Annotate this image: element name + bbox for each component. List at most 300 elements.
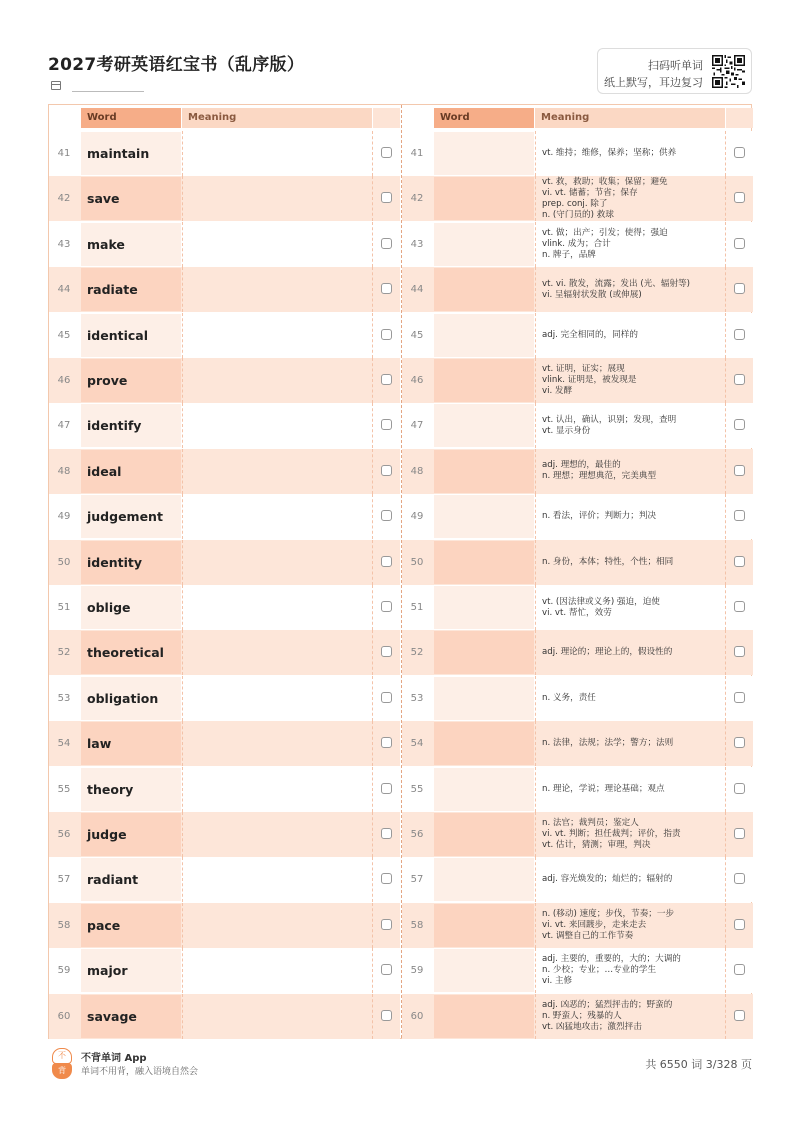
- logo-top-char: 不: [52, 1048, 72, 1064]
- row-number: 55: [57, 783, 71, 795]
- meaning-text: [542, 948, 721, 993]
- word-column-header: Word: [434, 108, 534, 128]
- word-cell[interactable]: [434, 359, 534, 402]
- check-cell: [725, 131, 753, 176]
- meaning-line: n. (移动) 速度；步伐，节奏；一步: [542, 908, 675, 919]
- meaning-line: vi. 呈辐射状发散 (或伸展): [542, 289, 642, 300]
- page-title: 2027考研英语红宝书（乱序版）: [48, 55, 305, 75]
- meaning-line: vt. vi. 散发，流露；发出 (光、辐射等): [542, 278, 691, 289]
- qr-code-icon[interactable]: [712, 55, 745, 88]
- word-text: oblige: [87, 600, 131, 615]
- table-row: [49, 403, 400, 448]
- meaning-cell: [535, 176, 725, 221]
- meaning-line: prep. conj. 除了: [542, 198, 608, 209]
- table-row: [402, 449, 753, 494]
- page-indicator: 共 6550 词 3/328 页: [645, 1058, 752, 1071]
- meaning-cell[interactable]: [182, 630, 372, 675]
- table-row: [402, 222, 753, 267]
- check-cell: [372, 994, 400, 1039]
- meaning-cell[interactable]: [182, 540, 372, 585]
- row-number: 52: [57, 647, 71, 659]
- word-text: identity: [87, 554, 142, 570]
- meaning-text: [542, 449, 721, 494]
- checkbox-icon[interactable]: [734, 147, 745, 158]
- word-text: judgement: [87, 509, 163, 525]
- meaning-cell: [535, 313, 725, 358]
- meaning-line: adj. 理论的；理论上的，假设性的: [542, 647, 673, 658]
- meaning-text: [542, 585, 721, 630]
- meaning-line: adj. 凶恶的；猛烈抨击的；野蛮的: [542, 999, 673, 1010]
- word-cell[interactable]: [434, 631, 534, 674]
- check-cell: [725, 676, 753, 721]
- meaning-text: [542, 494, 721, 539]
- meaning-cell[interactable]: [182, 948, 372, 993]
- checkbox-icon[interactable]: [734, 283, 745, 294]
- word-text: theoretical: [87, 645, 164, 661]
- row-number: 46: [57, 375, 71, 386]
- meaning-text: [542, 857, 721, 902]
- word-cell[interactable]: [434, 858, 534, 901]
- word-text: savage: [87, 1008, 137, 1024]
- meaning-text: [542, 767, 721, 812]
- word-text: identify: [87, 418, 142, 434]
- table-row: [402, 676, 753, 721]
- meaning-column-header: Meaning: [535, 108, 725, 128]
- check-cell: [372, 358, 400, 403]
- word-text: radiate: [87, 282, 138, 298]
- word-text: maintain: [87, 146, 150, 161]
- table-row: [402, 131, 753, 176]
- word-text: theory: [87, 781, 134, 797]
- word-cell[interactable]: [434, 768, 534, 811]
- check-cell: [372, 903, 400, 948]
- check-column-header: [726, 108, 753, 128]
- table-row: [402, 313, 753, 358]
- meaning-line: vi. vt. 储蓄；节省；保存: [542, 187, 638, 198]
- meaning-line: vt. (因法律或义务) 强迫，迫使: [542, 596, 660, 607]
- checkbox-icon[interactable]: [381, 192, 392, 203]
- checkbox-icon[interactable]: [734, 419, 745, 430]
- meaning-cell[interactable]: [182, 403, 372, 448]
- table-row: [49, 222, 400, 267]
- row-number: 57: [57, 874, 71, 886]
- checkbox-icon[interactable]: [381, 329, 392, 340]
- word-cell[interactable]: [434, 722, 534, 765]
- word-cell[interactable]: [434, 495, 534, 538]
- row-number: 47: [57, 420, 71, 432]
- table-row: [49, 630, 400, 675]
- logo-bottom-char: 背: [52, 1063, 72, 1079]
- meaning-text: [542, 131, 721, 176]
- meaning-line: vt. 凶猛地攻击；激烈抨击: [542, 1021, 642, 1032]
- checkbox-icon[interactable]: [734, 783, 745, 794]
- check-cell: [372, 630, 400, 675]
- left-header-row: [49, 105, 400, 128]
- row-number: 54: [410, 738, 424, 750]
- row-number: 60: [410, 1010, 424, 1022]
- app-slogan: 单词不用背，融入语境自然会: [81, 1067, 199, 1077]
- word-cell[interactable]: [434, 450, 534, 493]
- checkbox-icon[interactable]: [381, 783, 392, 794]
- meaning-line: adj. 主要的，重要的，大的；大调的: [542, 954, 681, 965]
- meaning-cell: [535, 403, 725, 448]
- word-cell[interactable]: [434, 677, 534, 720]
- row-number: 58: [410, 919, 424, 931]
- table-row: [402, 358, 753, 403]
- check-cell: [372, 812, 400, 857]
- row-number: 50: [57, 556, 71, 568]
- check-cell: [725, 358, 753, 403]
- table-row: [49, 767, 400, 812]
- meaning-line: adj. 完全相同的，同样的: [542, 329, 638, 340]
- checkbox-icon[interactable]: [734, 238, 745, 249]
- table-row: [402, 721, 753, 766]
- checkbox-icon[interactable]: [734, 692, 745, 703]
- word-text: make: [87, 236, 125, 252]
- checkbox-icon[interactable]: [381, 646, 392, 657]
- checkbox-icon[interactable]: [734, 964, 745, 975]
- checkbox-icon[interactable]: [734, 192, 745, 203]
- check-column-header: [373, 108, 400, 128]
- meaning-text: [542, 176, 721, 221]
- meaning-cell[interactable]: [182, 449, 372, 494]
- checkbox-icon[interactable]: [381, 964, 392, 975]
- table-row: [402, 903, 753, 948]
- row-number: 49: [57, 511, 71, 523]
- checkbox-icon[interactable]: [734, 556, 745, 567]
- table-row: [49, 313, 400, 358]
- checkbox-icon[interactable]: [734, 1010, 745, 1021]
- check-cell: [372, 857, 400, 902]
- meaning-cell[interactable]: [182, 903, 372, 948]
- meaning-line: adj. 理想的，最佳的: [542, 460, 621, 471]
- table-row: [49, 676, 400, 721]
- row-number: 53: [57, 692, 71, 704]
- meaning-line: n. 少校；专业；…专业的学生: [542, 965, 657, 976]
- meaning-cell[interactable]: [182, 857, 372, 902]
- meaning-cell[interactable]: [182, 267, 372, 312]
- word-cell[interactable]: [434, 268, 534, 311]
- meaning-line: adj. 容光焕发的；灿烂的；辐射的: [542, 874, 673, 885]
- row-number: 47: [410, 420, 424, 432]
- check-cell: [372, 585, 400, 630]
- row-number: 56: [57, 829, 71, 840]
- row-number: 48: [57, 465, 71, 477]
- table-row: [49, 131, 400, 176]
- meaning-line: vt. 调整自己的工作节奏: [542, 930, 634, 941]
- checkbox-icon[interactable]: [381, 510, 392, 521]
- check-cell: [725, 903, 753, 948]
- row-number: 43: [410, 238, 424, 250]
- meaning-line: vi. 主修: [542, 976, 573, 987]
- check-cell: [725, 267, 753, 312]
- page-header: [48, 48, 752, 98]
- check-cell: [372, 494, 400, 539]
- meaning-cell: [535, 131, 725, 176]
- check-cell: [725, 767, 753, 812]
- meaning-line: n. 野蛮人；残暴的人: [542, 1010, 622, 1021]
- meaning-cell: [535, 585, 725, 630]
- word-column-header: Word: [81, 108, 181, 128]
- meaning-cell: [535, 449, 725, 494]
- word-cell[interactable]: [434, 223, 534, 266]
- checkbox-icon[interactable]: [381, 692, 392, 703]
- meaning-line: vi. vt. 来回踱步，走来走去: [542, 919, 647, 930]
- row-number: 52: [410, 647, 424, 659]
- table-row: [49, 948, 400, 993]
- meaning-text: [542, 358, 721, 403]
- meaning-text: [542, 403, 721, 448]
- word-cell[interactable]: [434, 949, 534, 992]
- meaning-cell: [535, 676, 725, 721]
- meaning-line: vlink. 成为；合计: [542, 238, 611, 249]
- app-logo: [52, 1048, 72, 1080]
- meaning-line: n. 看法，评价；判断力；判决: [542, 511, 657, 522]
- check-cell: [725, 449, 753, 494]
- meaning-cell[interactable]: [182, 131, 372, 176]
- table-row: [49, 812, 400, 857]
- meaning-cell: [535, 358, 725, 403]
- check-cell: [725, 812, 753, 857]
- page-footer: [48, 1046, 752, 1086]
- row-number: 54: [57, 738, 71, 750]
- app-name: 不背单词 App: [81, 1053, 147, 1064]
- meaning-cell: [535, 494, 725, 539]
- checkbox-icon[interactable]: [381, 374, 392, 385]
- meaning-column-panel: [402, 105, 753, 1038]
- meaning-line: n. 法律，法规；法学；警方；法则: [542, 738, 674, 749]
- meaning-cell: [535, 903, 725, 948]
- row-number: 44: [57, 284, 71, 296]
- word-column-panel: [49, 105, 400, 1038]
- meaning-text: [542, 540, 721, 585]
- word-cell[interactable]: [434, 132, 534, 175]
- checkbox-icon[interactable]: [381, 556, 392, 567]
- meaning-cell[interactable]: [182, 222, 372, 267]
- meaning-text: [542, 630, 721, 675]
- word-cell[interactable]: [434, 586, 534, 629]
- word-cell[interactable]: [434, 995, 534, 1038]
- meaning-cell[interactable]: [182, 358, 372, 403]
- table-row: [49, 585, 400, 630]
- check-cell: [725, 585, 753, 630]
- word-cell[interactable]: [434, 177, 534, 220]
- row-number: 44: [410, 284, 424, 296]
- table-row: [49, 494, 400, 539]
- meaning-text: [542, 313, 721, 358]
- table-row: [402, 494, 753, 539]
- row-number: 45: [57, 329, 71, 341]
- word-text: judge: [87, 827, 127, 842]
- row-number: 60: [57, 1010, 71, 1022]
- table-row: [402, 812, 753, 857]
- word-cell[interactable]: [434, 404, 534, 447]
- table-row: [402, 585, 753, 630]
- meaning-text: [542, 994, 721, 1039]
- meaning-line: vlink. 证明是，被发现是: [542, 375, 637, 385]
- vocab-table: [48, 104, 752, 1039]
- meaning-cell[interactable]: [182, 994, 372, 1039]
- table-row: [49, 994, 400, 1039]
- check-cell: [725, 176, 753, 221]
- table-row: [49, 540, 400, 585]
- meaning-cell: [535, 767, 725, 812]
- meaning-cell[interactable]: [182, 812, 372, 857]
- row-number: 48: [410, 465, 424, 477]
- word-text: pace: [87, 917, 121, 933]
- row-number: 43: [57, 238, 71, 250]
- word-text: save: [87, 191, 120, 207]
- check-cell: [372, 721, 400, 766]
- check-cell: [372, 403, 400, 448]
- meaning-cell[interactable]: [182, 494, 372, 539]
- checkbox-icon[interactable]: [381, 147, 392, 158]
- word-text: prove: [87, 373, 128, 388]
- word-cell[interactable]: [434, 541, 534, 584]
- checkbox-icon[interactable]: [381, 238, 392, 249]
- table-row: [49, 449, 400, 494]
- word-cell[interactable]: [434, 813, 534, 856]
- row-number: 59: [410, 965, 424, 977]
- meaning-line: vt. 认出，确认，识别；发现，查明: [542, 414, 677, 425]
- row-number: 45: [410, 329, 424, 341]
- table-row: [49, 358, 400, 403]
- meaning-line: n. 身份，本体；特性，个性；相同: [542, 556, 674, 567]
- table-row: [402, 630, 753, 675]
- checkbox-icon[interactable]: [734, 919, 745, 930]
- table-row: [402, 948, 753, 993]
- word-cell[interactable]: [434, 904, 534, 947]
- meaning-cell: [535, 812, 725, 857]
- meaning-cell[interactable]: [182, 676, 372, 721]
- checkbox-icon[interactable]: [381, 465, 392, 476]
- scan-qr-box: [597, 48, 752, 94]
- check-cell: [372, 767, 400, 812]
- check-cell: [372, 267, 400, 312]
- meaning-cell: [535, 721, 725, 766]
- meaning-text: [542, 721, 721, 766]
- meaning-line: vi. vt. 判断；担任裁判；评价，指责: [542, 829, 681, 839]
- row-number: 41: [410, 148, 424, 159]
- meaning-line: vt. 做；出产；引发；使得；强迫: [542, 227, 668, 238]
- check-cell: [725, 494, 753, 539]
- checkbox-icon[interactable]: [381, 1010, 392, 1021]
- word-text: major: [87, 963, 128, 979]
- meaning-line: vt. 证明，证实；展现: [542, 364, 625, 374]
- meaning-cell[interactable]: [182, 767, 372, 812]
- checkbox-icon[interactable]: [734, 828, 745, 839]
- check-cell: [372, 222, 400, 267]
- word-text: obligation: [87, 690, 159, 706]
- table-row: [402, 994, 753, 1039]
- table-row: [402, 267, 753, 312]
- meaning-cell[interactable]: [182, 176, 372, 221]
- checkbox-icon[interactable]: [734, 873, 745, 884]
- meaning-cell[interactable]: [182, 721, 372, 766]
- meaning-line: vi. vt. 帮忙，效劳: [542, 607, 612, 618]
- meaning-line: n. 理想；理想典范，完美典型: [542, 471, 657, 482]
- checkbox-icon[interactable]: [734, 465, 745, 476]
- checkbox-icon[interactable]: [734, 601, 745, 612]
- table-row: [49, 721, 400, 766]
- checkbox-icon[interactable]: [381, 737, 392, 748]
- checkbox-icon[interactable]: [734, 329, 745, 340]
- meaning-line: vt. 救，救助；收集；保留；避免: [542, 176, 668, 187]
- calendar-icon: [51, 81, 61, 90]
- checkbox-icon[interactable]: [734, 646, 745, 657]
- check-cell: [372, 313, 400, 358]
- table-row: [49, 267, 400, 312]
- meaning-cell: [535, 267, 725, 312]
- check-cell: [725, 948, 753, 993]
- checkbox-icon[interactable]: [381, 873, 392, 884]
- word-cell[interactable]: [434, 314, 534, 357]
- meaning-line: n. 理论，学说；理论基础；观点: [542, 783, 665, 794]
- word-text: law: [87, 736, 112, 752]
- meaning-text: [542, 267, 721, 312]
- table-row: [402, 767, 753, 812]
- row-number: 41: [57, 148, 71, 159]
- table-row: [49, 857, 400, 902]
- meaning-line: n. 法官；裁判员；鉴定人: [542, 818, 639, 828]
- checkbox-icon[interactable]: [734, 374, 745, 385]
- row-number: 51: [410, 602, 424, 613]
- meaning-column-header: Meaning: [182, 108, 372, 128]
- meaning-line: vt. 维持；维修，保养；坚称；供养: [542, 148, 677, 158]
- date-field: [48, 78, 158, 92]
- meaning-line: vi. 发酵: [542, 386, 573, 396]
- meaning-cell: [535, 222, 725, 267]
- checkbox-icon[interactable]: [734, 510, 745, 521]
- check-cell: [725, 994, 753, 1039]
- checkbox-icon[interactable]: [381, 919, 392, 930]
- row-number: 59: [57, 965, 71, 977]
- row-number: 51: [57, 602, 71, 613]
- meaning-cell: [535, 994, 725, 1039]
- meaning-line: n. 义务，责任: [542, 692, 596, 703]
- check-cell: [725, 540, 753, 585]
- right-header-row: [402, 105, 753, 128]
- checkbox-icon[interactable]: [381, 828, 392, 839]
- meaning-cell[interactable]: [182, 313, 372, 358]
- checkbox-icon[interactable]: [381, 283, 392, 294]
- checkbox-icon[interactable]: [734, 737, 745, 748]
- table-row: [402, 176, 753, 221]
- scan-caption-2: 纸上默写，耳边复习: [604, 76, 703, 89]
- check-cell: [372, 176, 400, 221]
- meaning-cell: [535, 857, 725, 902]
- meaning-cell: [535, 948, 725, 993]
- scan-caption-1: 扫码听单词: [648, 59, 703, 72]
- row-number: 58: [57, 919, 71, 931]
- date-underline: [72, 91, 144, 92]
- row-number: 50: [410, 556, 424, 568]
- checkbox-icon[interactable]: [381, 601, 392, 612]
- checkbox-icon[interactable]: [381, 419, 392, 430]
- check-cell: [372, 540, 400, 585]
- meaning-text: [542, 903, 721, 948]
- meaning-line: n. 牌子，品牌: [542, 249, 596, 260]
- meaning-line: vt. 显示身份: [542, 425, 591, 436]
- meaning-cell[interactable]: [182, 585, 372, 630]
- table-row: [402, 857, 753, 902]
- row-number: 46: [410, 375, 424, 386]
- meaning-text: [542, 676, 721, 721]
- table-row: [49, 176, 400, 221]
- row-number: 57: [410, 874, 424, 886]
- check-cell: [725, 721, 753, 766]
- check-cell: [725, 222, 753, 267]
